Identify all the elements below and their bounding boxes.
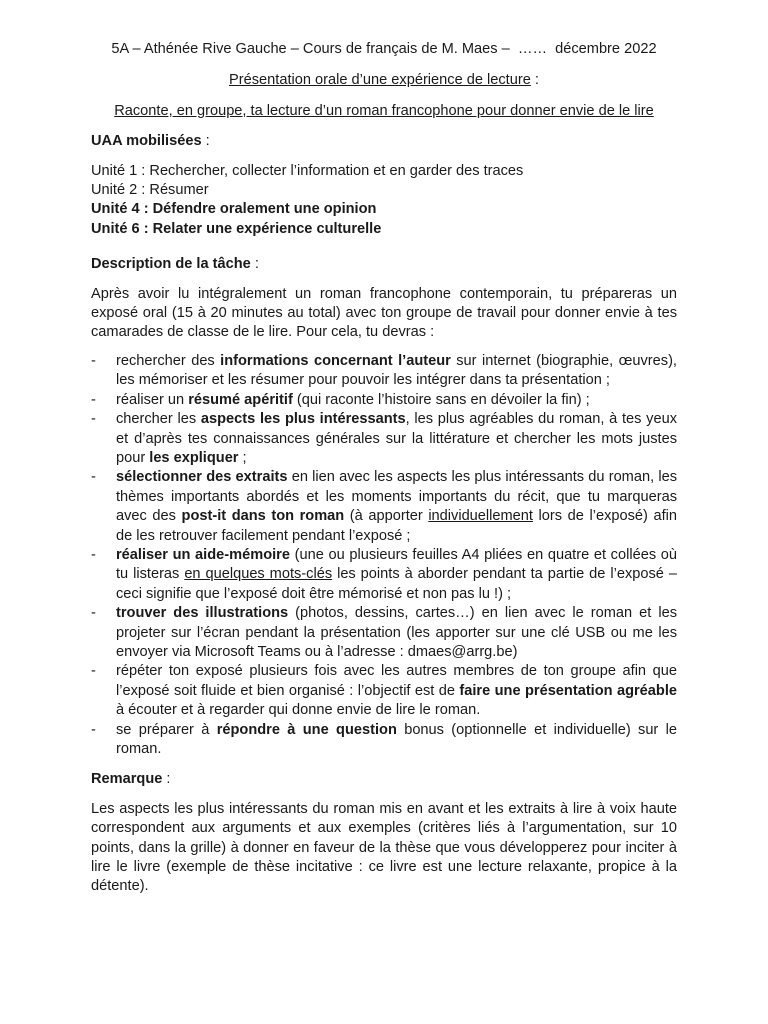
task-bullet-dash: - bbox=[91, 391, 96, 408]
uaa-heading-colon: : bbox=[201, 133, 210, 150]
task-item bbox=[91, 721, 677, 760]
task-text: lors de l’exposé) afin de les retrouver facilement pendant l’exposé ; bbox=[116, 508, 677, 544]
uaa-unit-4: Unité 4 : Défendre oralement une opinion bbox=[91, 201, 377, 218]
task-text: bonus (optionnelle et individuelle) sur le roman. bbox=[116, 721, 677, 757]
remark-text: Les aspects les plus intéressants du roman mis en avant et les extraits à lire à voix haute correspondent aux arguments et aux exemples (critères liés à l’argumentation, sur 10 points, dans la grille) à donner en faveur de la thèse que vous développerez pour inciter à lire le livre (exemple de thèse incitative : ce livre est une lecture relaxante, propice à la détente). bbox=[91, 800, 677, 895]
task-bullet-dash: - bbox=[91, 469, 96, 486]
task-item bbox=[91, 391, 677, 410]
task-list bbox=[91, 352, 677, 760]
uaa-heading-text: UAA mobilisées bbox=[91, 133, 202, 150]
task-underline: en quelques mots-clés bbox=[184, 566, 333, 583]
task-text: , les plus agréables du roman, à tes yeux et d’après tes connaissances générales sur la littérature et chercher les mots justes pour bbox=[116, 411, 677, 466]
task-emphasis: les expliquer bbox=[149, 449, 239, 466]
document-page bbox=[91, 40, 677, 897]
task-bullet-dash: - bbox=[91, 411, 96, 428]
document-title bbox=[91, 71, 677, 90]
remark-heading bbox=[91, 770, 677, 789]
task-text: réaliser un bbox=[116, 391, 189, 408]
task-text: (photos, dessins, cartes…) en lien avec le roman et les projeter sur l’écran pendant la présentation (les apporter sur une clé USB ou me les envoyer via Microsoft Teams ou à l’adresse : dmaes@arrg.be) bbox=[116, 605, 677, 660]
uaa-unit-2: Unité 2 : Résumer bbox=[91, 182, 209, 199]
description-heading bbox=[91, 255, 677, 274]
task-item bbox=[91, 468, 677, 546]
task-text: en lien avec les aspects les plus intéressants du roman, les thèmes importants abordés et les moments importants du récit, que tu marqueras avec des bbox=[116, 469, 678, 525]
task-bullet-dash: - bbox=[91, 352, 96, 369]
task-emphasis: aspects les plus intéressants bbox=[200, 411, 406, 428]
task-emphasis: répondre à une question bbox=[216, 721, 397, 738]
task-text: (une ou plusieurs feuilles A4 pliées en quatre et collées où tu listeras bbox=[116, 546, 677, 583]
task-item bbox=[91, 546, 677, 604]
task-text: (qui raconte l’histoire sans en dévoiler la fin) ; bbox=[292, 391, 590, 408]
task-text: les points à aborder pendant ta partie de l’exposé – ceci signifie que l’exposé doit être mémorisé et non pas lu !) ; bbox=[116, 566, 677, 602]
task-emphasis: informations concernant l’auteur bbox=[220, 352, 451, 369]
uaa-unit-6: Unité 6 : Relater une expérience culturelle bbox=[91, 220, 382, 237]
document-header: 5A – Athénée Rive Gauche – Cours de français de M. Maes – …… décembre 2022 bbox=[111, 41, 657, 57]
task-text: rechercher des bbox=[116, 352, 221, 369]
task-item bbox=[91, 662, 677, 720]
task-text: à écouter et à regarder qui donne envie de lire le roman. bbox=[116, 702, 481, 719]
task-text: ; bbox=[238, 449, 247, 466]
remark-heading-colon: : bbox=[162, 771, 171, 788]
uaa-heading bbox=[91, 132, 677, 151]
task-bullet-dash: - bbox=[91, 663, 96, 680]
task-emphasis: sélectionner des extraits bbox=[116, 469, 288, 486]
description-heading-colon: : bbox=[250, 256, 259, 273]
task-bullet-dash: - bbox=[91, 721, 96, 738]
description-intro: Après avoir lu intégralement un roman francophone contemporain, tu prépareras un exposé oral (15 à 20 minutes au total) avec ton groupe de travail pour donner envie à tes camarades de classe de le lire. Pour cela, tu devras : bbox=[91, 285, 677, 341]
uaa-unit-list bbox=[91, 162, 677, 240]
remark-heading-text: Remarque bbox=[91, 771, 163, 788]
task-underline: individuellement bbox=[428, 508, 533, 525]
task-text: (à apporter bbox=[344, 508, 429, 525]
task-text: se préparer à bbox=[116, 721, 217, 738]
task-emphasis: post-it dans ton roman bbox=[181, 508, 345, 525]
task-text: répéter ton exposé plusieurs fois avec les autres membres de ton groupe afin que l’exposé soit fluide et bien organisé : l’objectif est de bbox=[116, 663, 677, 699]
task-text: sur internet (biographie, œuvres), les mémoriser et les résumer pour pouvoir les intégrer dans ta présentation ; bbox=[116, 352, 677, 389]
task-emphasis: faire une présentation agréable bbox=[459, 682, 677, 699]
task-item bbox=[91, 604, 677, 662]
description-heading-text: Description de la tâche bbox=[91, 256, 251, 273]
document-subtitle: Raconte, en groupe, ta lecture d’un roman francophone pour donner envie de le lire bbox=[114, 102, 654, 119]
task-emphasis: réaliser un aide-mémoire bbox=[116, 546, 290, 563]
document-title-text: Présentation orale d’une expérience de lecture bbox=[229, 72, 531, 89]
task-emphasis: trouver des illustrations bbox=[116, 605, 289, 622]
task-text: chercher les bbox=[116, 411, 201, 428]
task-emphasis: résumé apéritif bbox=[188, 391, 293, 408]
task-item bbox=[91, 352, 677, 391]
task-item bbox=[91, 410, 677, 468]
task-bullet-dash: - bbox=[91, 546, 96, 563]
task-bullet-dash: - bbox=[91, 605, 96, 622]
uaa-unit-1: Unité 1 : Rechercher, collecter l’information et en garder des traces bbox=[91, 162, 524, 179]
document-title-suffix: : bbox=[530, 72, 539, 89]
